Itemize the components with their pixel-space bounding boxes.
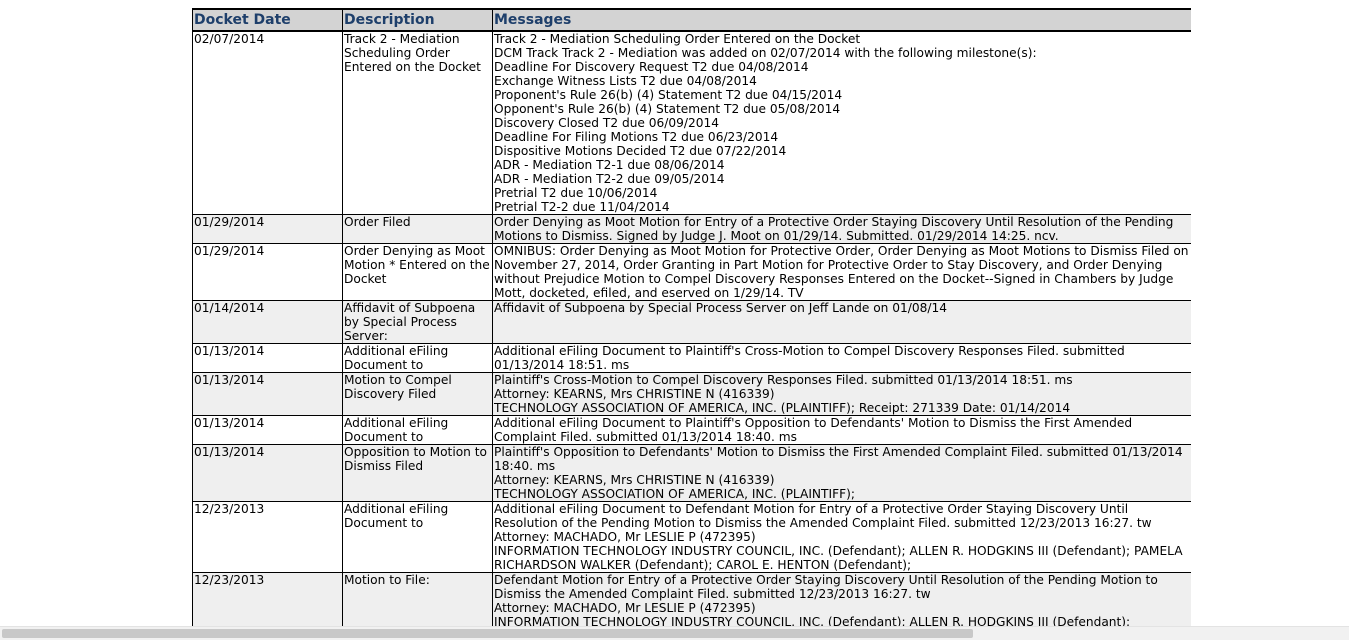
description-cell: Additional eFiling Document to	[343, 416, 493, 445]
message-line: Plaintiff's Opposition to Defendants' Motion to Dismiss the First Amended Complaint Filed. submitted 01/13/2014 18:40. ms	[494, 445, 1183, 473]
description-cell: Affidavit of Subpoena by Special Process Server:	[343, 301, 493, 344]
messages-cell	[493, 373, 1192, 416]
messages-cell	[493, 445, 1192, 502]
message-line: Pretrial T2-2 due 11/04/2014	[494, 200, 670, 214]
description-cell: Motion to File:	[343, 573, 493, 627]
table-row	[193, 244, 1192, 301]
description-cell: Additional eFiling Document to	[343, 502, 493, 573]
message-line: Attorney: MACHADO, Mr LESLIE P (472395)	[494, 601, 756, 615]
horizontal-scrollbar-thumb[interactable]	[2, 629, 973, 638]
message-line: Affidavit of Subpoena by Special Process Server on Jeff Lande on 01/08/14	[494, 301, 948, 315]
message-line: Deadline For Filing Motions T2 due 06/23/2014	[494, 130, 779, 144]
description-cell: Motion to Compel Discovery Filed	[343, 373, 493, 416]
horizontal-scrollbar[interactable]	[0, 626, 1349, 640]
docket-table-container	[192, 8, 1191, 626]
description-cell: Track 2 - Mediation Scheduling Order Entered on the Docket	[343, 31, 493, 215]
messages-cell	[493, 344, 1192, 373]
messages-cell	[493, 416, 1192, 445]
column-header-description: Description	[343, 9, 493, 31]
message-line: TECHNOLOGY ASSOCIATION OF AMERICA, INC. (PLAINTIFF); Receipt: 271339 Date: 01/14/2014	[494, 401, 1071, 415]
table-row	[193, 373, 1192, 416]
message-line: Attorney: MACHADO, Mr LESLIE P (472395)	[494, 530, 756, 544]
description-cell: Order Filed	[343, 215, 493, 244]
column-header-messages: Messages	[493, 9, 1192, 31]
message-line: Additional eFiling Document to Plaintiff's Cross-Motion to Compel Discovery Responses Filed. submitted 01/13/2014 18:51. ms	[494, 344, 1125, 372]
docket-date-cell: 01/13/2014	[193, 445, 343, 502]
table-row	[193, 215, 1192, 244]
message-line: INFORMATION TECHNOLOGY INDUSTRY COUNCIL, INC. (Defendant); ALLEN R. HODGKINS III (Defendant);	[494, 615, 1131, 626]
docket-date-cell: 01/14/2014	[193, 301, 343, 344]
message-line: Attorney: KEARNS, Mrs CHRISTINE N (416339)	[494, 387, 775, 401]
messages-cell	[493, 573, 1192, 627]
docket-table-body	[193, 31, 1192, 626]
messages-cell	[493, 215, 1192, 244]
table-row	[193, 573, 1192, 627]
docket-date-cell: 01/29/2014	[193, 244, 343, 301]
message-line: Opponent's Rule 26(b) (4) Statement T2 due 05/08/2014	[494, 102, 841, 116]
column-header-docket-date: Docket Date	[193, 9, 343, 31]
table-row	[193, 416, 1192, 445]
description-cell: Opposition to Motion to Dismiss Filed	[343, 445, 493, 502]
message-line: Proponent's Rule 26(b) (4) Statement T2 due 04/15/2014	[494, 88, 843, 102]
message-line: Pretrial T2 due 10/06/2014	[494, 186, 658, 200]
messages-cell	[493, 31, 1192, 215]
message-line: TECHNOLOGY ASSOCIATION OF AMERICA, INC. (PLAINTIFF);	[494, 487, 855, 501]
docket-date-cell: 01/29/2014	[193, 215, 343, 244]
docket-date-cell: 01/13/2014	[193, 344, 343, 373]
message-line: Defendant Motion for Entry of a Protective Order Staying Discovery Until Resolution of the Pending Motion to Dismiss the Amended Complaint Filed. submitted 12/23/2013 16:27. tw	[494, 573, 1158, 601]
message-line: Additional eFiling Document to Plaintiff's Opposition to Defendants' Motion to Dismiss the First Amended Complaint Filed. submitted 01/13/2014 18:40. ms	[494, 416, 1133, 444]
message-line: Exchange Witness Lists T2 due 04/08/2014	[494, 74, 757, 88]
message-line: Attorney: KEARNS, Mrs CHRISTINE N (416339)	[494, 473, 775, 487]
message-line: Discovery Closed T2 due 06/09/2014	[494, 116, 720, 130]
docket-date-cell: 02/07/2014	[193, 31, 343, 215]
table-header-row	[193, 9, 1192, 31]
description-cell: Additional eFiling Document to	[343, 344, 493, 373]
table-row	[193, 344, 1192, 373]
message-line: DCM Track Track 2 - Mediation was added on 02/07/2014 with the following milestone(s):	[494, 46, 1037, 60]
message-line: Dispositive Motions Decided T2 due 07/22/2014	[494, 144, 787, 158]
table-row	[193, 502, 1192, 573]
messages-cell	[493, 502, 1192, 573]
message-line: Additional eFiling Document to Defendant Motion for Entry of a Protective Order Staying Discovery Until Resolution of the Pending Motion to Dismiss the Amended Complaint Filed. submitted 12/23/2013 16:27. tw	[494, 502, 1152, 530]
message-line: Deadline For Discovery Request T2 due 04/08/2014	[494, 60, 809, 74]
description-cell: Order Denying as Moot Motion * Entered on the Docket	[343, 244, 493, 301]
docket-date-cell: 12/23/2013	[193, 573, 343, 627]
message-line: Track 2 - Mediation Scheduling Order Entered on the Docket	[494, 32, 861, 46]
message-line: ADR - Mediation T2-2 due 09/05/2014	[494, 172, 725, 186]
message-line: INFORMATION TECHNOLOGY INDUSTRY COUNCIL, INC. (Defendant); ALLEN R. HODGKINS III (Defendant); PAMELA RICHARDSON WALKER (Defendant); CAROL E. HENTON (Defendant);	[494, 544, 1183, 572]
message-line: ADR - Mediation T2-1 due 08/06/2014	[494, 158, 725, 172]
docket-date-cell: 12/23/2013	[193, 502, 343, 573]
messages-cell	[493, 244, 1192, 301]
message-line: OMNIBUS: Order Denying as Moot Motion for Protective Order, Order Denying as Moot Motions to Dismiss Filed on November 27, 2014, Order Granting in Part Motion for Protective Order to Stay Discovery, and Order Denying without Prejudice Motion to Compel Discovery Responses Entered on the Docket--Signed in Chambers by Judge Mott, docketed, efiled, and eserved on 1/29/14. TV	[494, 244, 1189, 300]
table-row	[193, 445, 1192, 502]
docket-date-cell: 01/13/2014	[193, 373, 343, 416]
docket-date-cell: 01/13/2014	[193, 416, 343, 445]
table-row	[193, 301, 1192, 344]
message-line: Plaintiff's Cross-Motion to Compel Discovery Responses Filed. submitted 01/13/2014 18:51. ms	[494, 373, 1073, 387]
table-row	[193, 31, 1192, 215]
messages-cell	[493, 301, 1192, 344]
docket-table	[192, 8, 1191, 626]
message-line: Order Denying as Moot Motion for Entry of a Protective Order Staying Discovery Until Resolution of the Pending Motions to Dismiss. Signed by Judge J. Moot on 01/29/14. Submitted. 01/29/2014 14:25. ncv.	[494, 215, 1174, 243]
